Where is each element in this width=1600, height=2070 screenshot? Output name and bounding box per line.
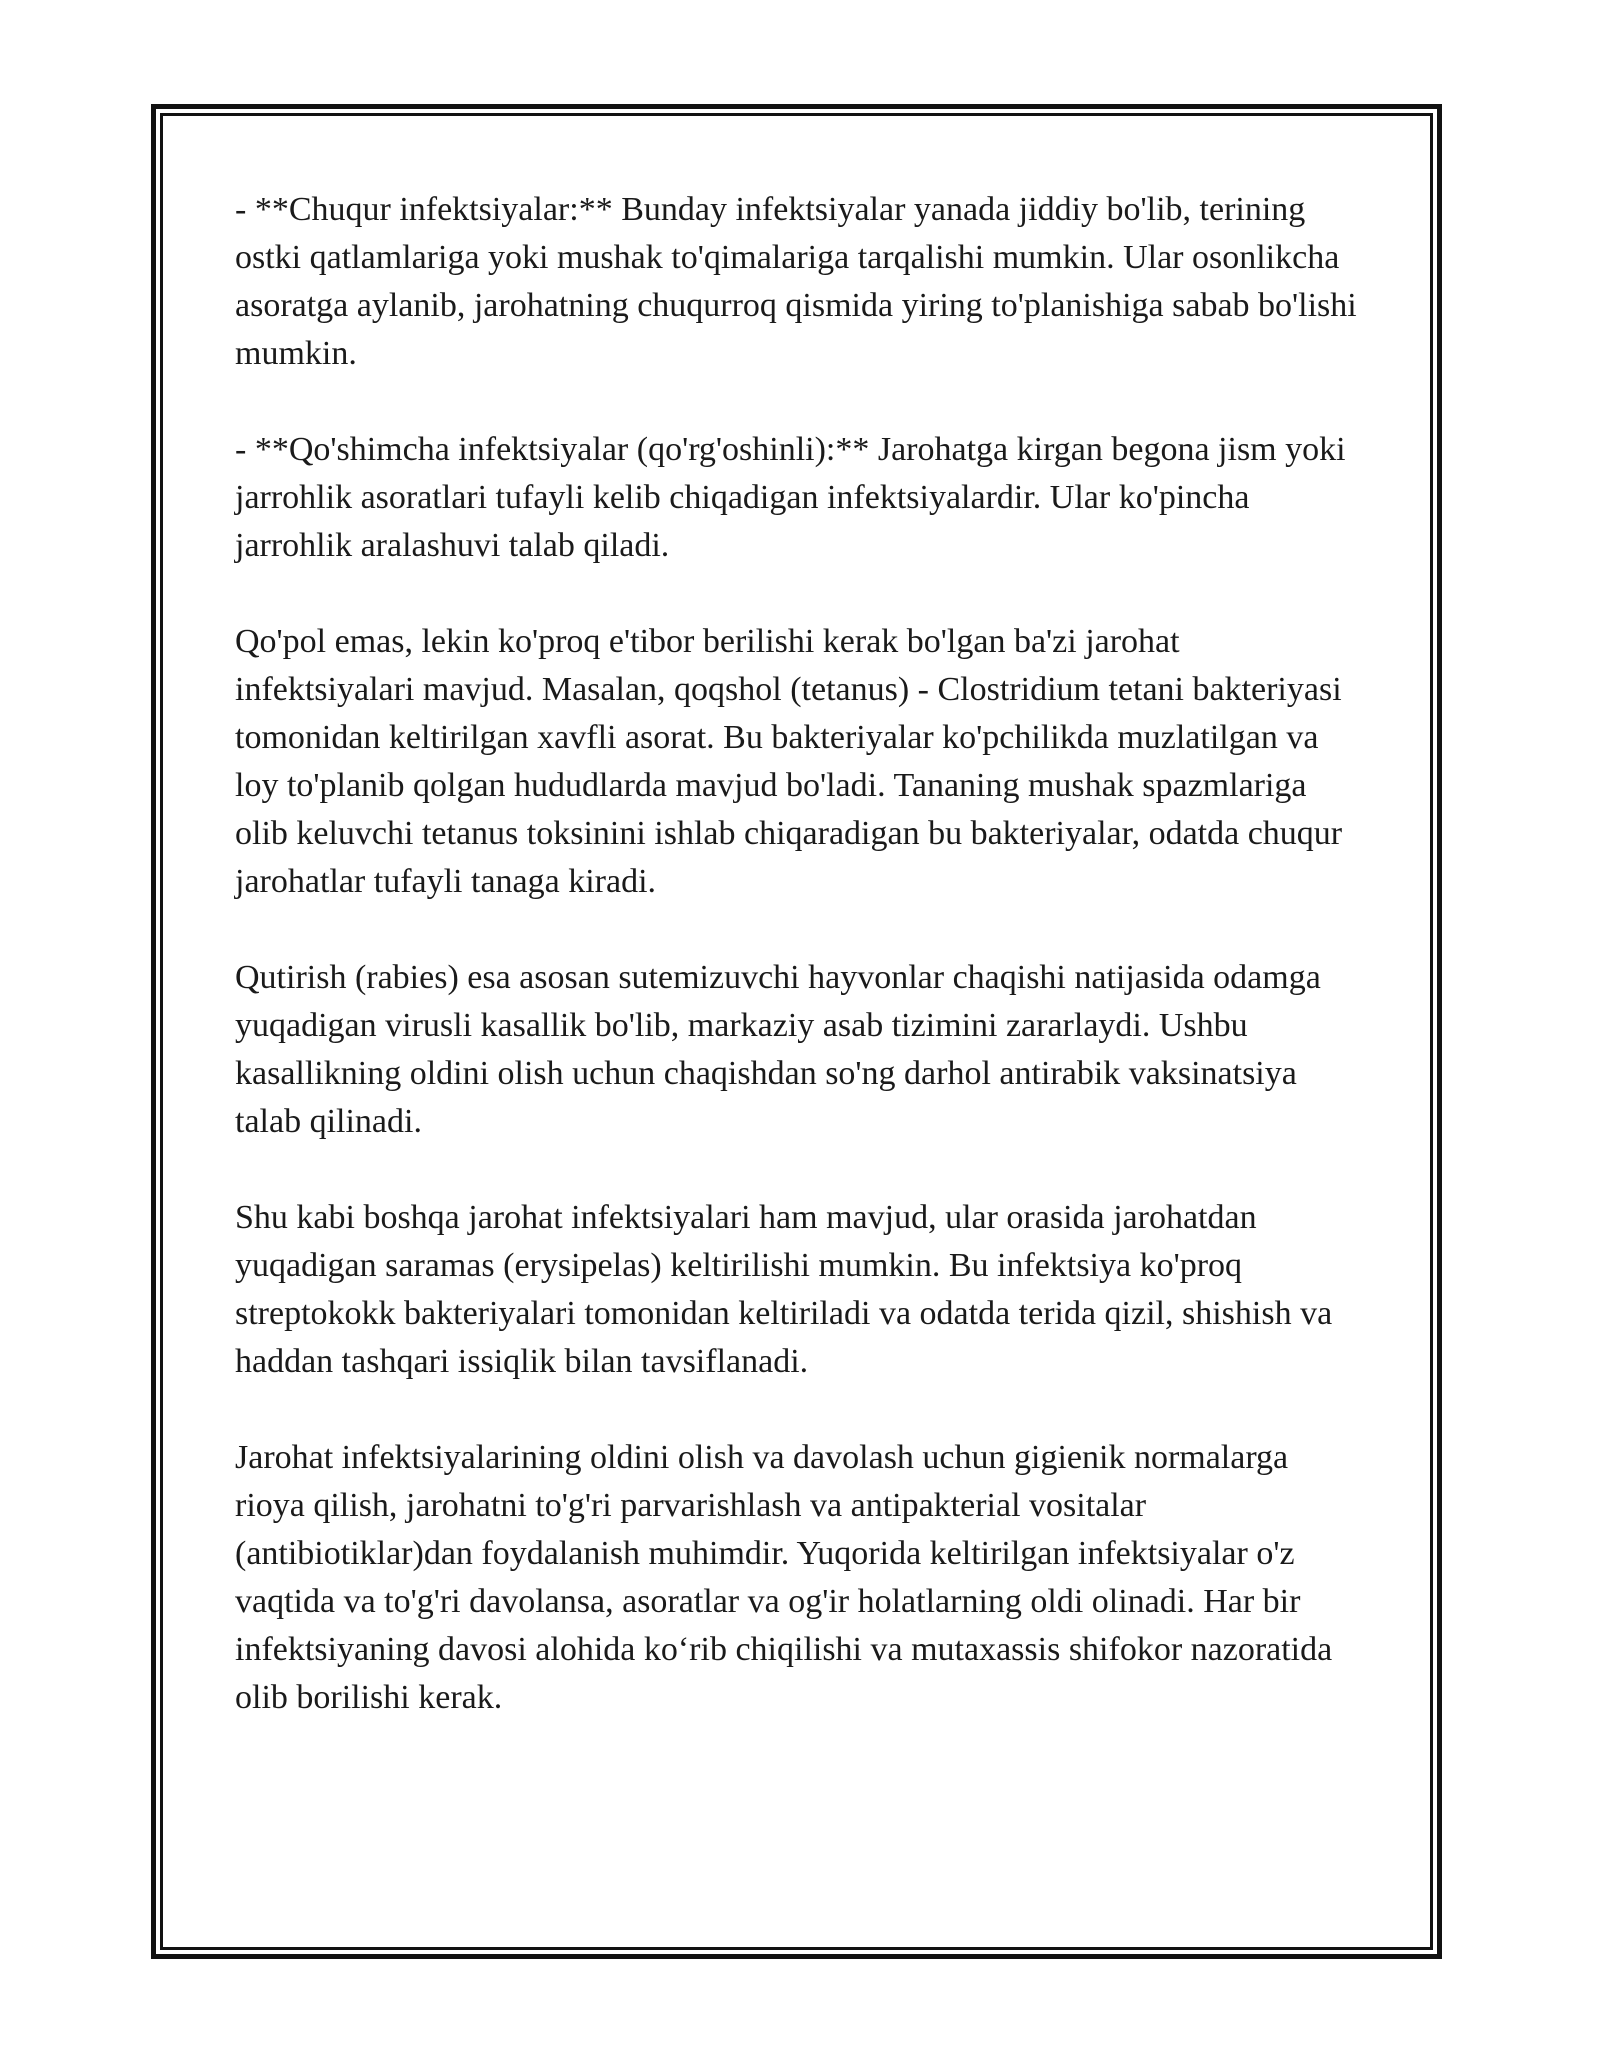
- paragraph-erysipelas: Shu kabi boshqa jarohat infektsiyalari ham mavjud, ular orasida jarohatdan yuqadigan saramas (erysipelas) keltirilishi mumkin. Bu infektsiya ko'proq streptokokk bakteriyalari tomonidan keltiriladi va odatda terida qizil, shishish va haddan tashqari issiqlik bilan tavsiflanadi.: [235, 1199, 1333, 1380]
- paragraph-prevention: Jarohat infektsiyalarining oldini olish va davolash uchun gigienik normalarga rioya qilish, jarohatni to'g'ri parvarishlash va antipakterial vositalar (antibiotiklar)dan foydalanish muhimdir. Yuqorida keltirilgan infektsiyalar o'z vaqtida va to'g'ri davolansa, asoratlar va og'ir holatlarning oldi olinadi. Har bir infektsiyaning davosi alohida ko‘rib chiqilishi va mutaxassis shifokor nazoratida olib borilishi kerak.: [235, 1439, 1333, 1716]
- paragraph-secondary-infections: - **Qo'shimcha infektsiyalar (qo'rg'oshinli):** Jarohatga kirgan begona jism yoki jarrohlik asoratlari tufayli kelib chiqadigan infektsiyalardir. Ular ko'pincha jarrohlik aralashuvi talab qiladi.: [235, 431, 1346, 564]
- document-body: [235, 186, 1365, 1770]
- paragraph-rabies: Qutirish (rabies) esa asosan sutemizuvchi hayvonlar chaqishi natijasida odamga yuqadigan virusli kasallik bo'lib, markaziy asab tizimini zararlaydi. Ushbu kasallikning oldini olish uchun chaqishdan so'ng darhol antirabik vaksinatsiya talab qilinadi.: [235, 959, 1321, 1140]
- paragraph-tetanus: Qo'pol emas, lekin ko'proq e'tibor berilishi kerak bo'lgan ba'zi jarohat infektsiyalari mavjud. Masalan, qoqshol (tetanus) - Clostridium tetani bakteriyasi tomonidan keltirilgan xavfli asorat. Bu bakteriyalar ko'pchilikda muzlatilgan va loy to'planib qolgan hududlarda mavjud bo'ladi. Tananing mushak spazmlariga olib keluvchi tetanus toksinini ishlab chiqaradigan bu bakteriyalar, odatda chuqur jarohatlar tufayli tanaga kiradi.: [235, 623, 1343, 900]
- paragraph-deep-infections: - **Chuqur infektsiyalar:** Bunday infektsiyalar yanada jiddiy bo'lib, terining ostki qatlamlariga yoki mushak to'qimalariga tarqalishi mumkin. Ular osonlikcha asoratga aylanib, jarohatning chuqurroq qismida yiring to'planishiga sabab bo'lishi mumkin.: [235, 191, 1357, 372]
